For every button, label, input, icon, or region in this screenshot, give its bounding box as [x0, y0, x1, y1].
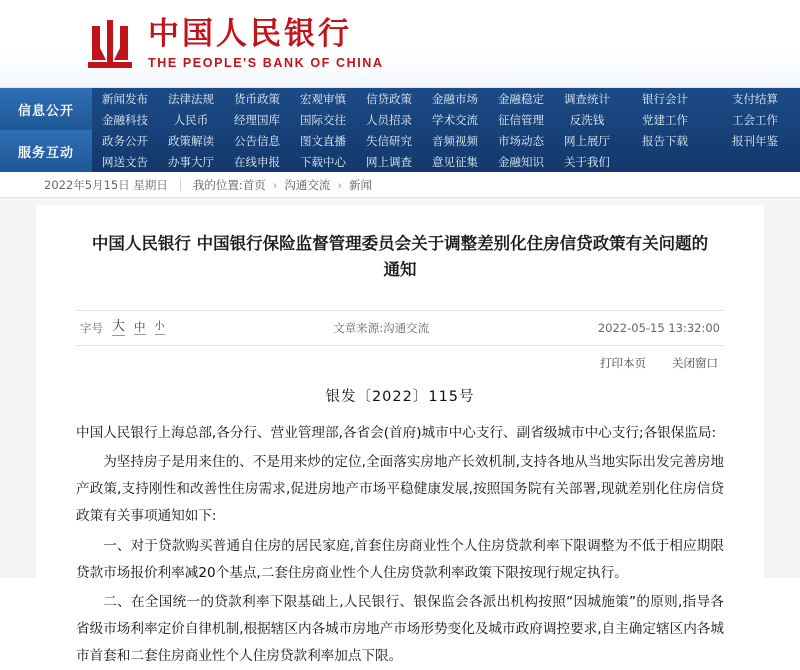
nav-item-credit-policy[interactable]: 信贷政策 [366, 91, 412, 106]
page-title: 中国人民银行 中国银行保险监督管理委员会关于调整差别化住房信贷政策有关问题的通知 [91, 234, 709, 280]
nav-item-credit-reference[interactable]: 征信管理 [498, 112, 544, 127]
nav-item-payment-settlement[interactable]: 支付结算 [732, 91, 778, 106]
nav-item-service-hall[interactable]: 办事大厅 [168, 154, 214, 169]
article-source-label: 文章来源: [333, 320, 384, 335]
breadcrumb-item-news[interactable]: 新闻 [348, 177, 372, 192]
nav-item-download-center[interactable]: 下载中心 [300, 154, 346, 169]
bank-name-cn: 中国人民银行 [148, 16, 352, 53]
nav-item-party-building[interactable]: 党建工作 [642, 112, 688, 127]
article-body [76, 420, 724, 670]
nav-item-treasury[interactable]: 经理国库 [234, 112, 280, 127]
nav-item-research[interactable]: 失信研究 [366, 133, 412, 148]
nav-item-online-survey[interactable]: 网上调查 [366, 154, 412, 169]
article-publish-time: 2022-05-15 13:32:00 [597, 320, 720, 335]
font-size-label: 字号 [80, 320, 103, 335]
nav-row [92, 130, 800, 151]
nav-group-label-services[interactable]: 服务互动 [0, 130, 92, 172]
nav-item-academic-exchange[interactable]: 学术交流 [432, 112, 478, 127]
nav-item-recruitment[interactable]: 人员招录 [366, 112, 412, 127]
nav-row [92, 109, 800, 130]
bank-name-en: THE PEOPLE'S BANK OF CHINA [148, 55, 384, 70]
nav-item-spacer [620, 151, 710, 172]
breadcrumb [0, 172, 800, 198]
nav-item-laws-regulations[interactable]: 法律法规 [168, 91, 214, 106]
close-window-button[interactable]: 关闭窗口 [672, 355, 718, 370]
nav-item-policy-interpretation[interactable]: 政策解读 [168, 133, 214, 148]
article-paragraph: 二、在全国统一的贷款利率下限基础上,人民银行、银保监会各派出机构按照“因城施策”的原则,指导各省级市场利率定价自律机制,根据辖区内各城市房地产市场形势变化及城市政府调控要求,自主确定辖区内各城市首套和二套住房商业性个人住房贷款利率加点下限。 [76, 593, 724, 665]
nav-item-spacer [710, 151, 800, 172]
article-paragraph: 为坚持房子是用来住的、不是用来炒的定位,全面落实房地产长效机制,支持各地从当地实际出发完善房地产政策,支持刚性和改善性住房需求,促进房地产市场平稳健康发展,按照国务院有关部署,现就差别化住房信贷政策有关事项通知如下: [76, 453, 724, 525]
nav-item-online-exhibition[interactable]: 网上展厅 [564, 133, 610, 148]
article-paragraph: 中国人民银行上海总部,各分行、营业管理部,各省会(首府)城市中心支行、副省级城市中心支行;各银保监局: [76, 424, 717, 441]
nav-item-report-download[interactable]: 报告下载 [642, 133, 688, 148]
nav-item-financial-stability[interactable]: 金融稳定 [498, 91, 544, 106]
nav-item-monetary-policy[interactable]: 货币政策 [234, 91, 280, 106]
breadcrumb-divider [180, 179, 181, 191]
nav-group-information [0, 88, 800, 130]
nav-item-market-news[interactable]: 市场动态 [498, 133, 544, 148]
nav-item-online-application[interactable]: 在线申报 [234, 154, 280, 169]
site-masthead [0, 0, 800, 88]
site-logo-text [148, 17, 384, 70]
nav-group-label-information[interactable]: 信息公开 [0, 88, 92, 130]
article-source [333, 320, 429, 336]
font-size-large-button[interactable]: 大 [112, 319, 125, 336]
font-size-small-button[interactable]: 小 [155, 321, 165, 335]
nav-item-news-release[interactable]: 新闻发布 [102, 91, 148, 106]
nav-item-journals-yearbook[interactable]: 报刊年鉴 [732, 133, 778, 148]
current-date: 2022年5月15日 星期日 [44, 177, 168, 192]
breadcrumb-item-home[interactable]: 首页 [242, 177, 266, 192]
nav-item-feedback[interactable]: 意见征集 [432, 154, 478, 169]
nav-group-services [0, 130, 800, 172]
nav-item-announcements[interactable]: 公告信息 [234, 133, 280, 148]
nav-item-fintech[interactable]: 金融科技 [102, 112, 148, 127]
nav-row [92, 88, 800, 109]
nav-item-financial-knowledge[interactable]: 金融知识 [498, 154, 544, 169]
nav-item-live-broadcast[interactable]: 图文直播 [300, 133, 346, 148]
nav-item-audio-video[interactable]: 音频视频 [432, 133, 478, 148]
document-number: 银发〔2022〕115号 [325, 388, 475, 405]
breadcrumb-arrow-icon: › [272, 177, 278, 192]
font-size-control [80, 319, 165, 336]
nav-item-rmb[interactable]: 人民币 [173, 112, 209, 127]
nav-item-union-work[interactable]: 工会工作 [732, 112, 778, 127]
article-container [36, 205, 764, 665]
nav-item-government-affairs[interactable]: 政务公开 [102, 133, 148, 148]
article-tools [76, 346, 724, 371]
nav-item-bank-accounting[interactable]: 银行会计 [642, 91, 688, 106]
breadcrumb-location-label: 我的位置: [192, 177, 243, 192]
article-source-value: 沟通交流 [383, 320, 430, 335]
article-shell [0, 198, 800, 665]
pbc-emblem-icon [86, 18, 134, 70]
breadcrumb-item-communication[interactable]: 沟通交流 [284, 177, 331, 192]
font-size-medium-button[interactable]: 中 [134, 320, 146, 335]
nav-item-anti-money-laundering[interactable]: 反洗钱 [569, 112, 605, 127]
nav-item-survey-statistics[interactable]: 调查统计 [564, 91, 610, 106]
breadcrumb-arrow-icon: › [337, 177, 342, 192]
nav-item-about-us[interactable]: 关于我们 [564, 154, 610, 169]
nav-item-document-delivery[interactable]: 网送文告 [102, 154, 148, 169]
nav-row [92, 151, 800, 172]
print-page-button[interactable]: 打印本页 [600, 355, 646, 370]
article-meta [76, 310, 724, 346]
main-navigation [0, 88, 800, 172]
article-paragraph: 一、对于贷款购买普通自住房的居民家庭,首套住房商业性个人住房贷款利率下限调整为不低于相应期限贷款市场报价利率减20个基点,二套住房商业性个人住房贷款利率政策下限按现行规定执行。 [76, 537, 724, 581]
nav-item-macroprudential[interactable]: 宏观审慎 [300, 91, 346, 106]
nav-item-international[interactable]: 国际交往 [300, 112, 346, 127]
nav-item-financial-market[interactable]: 金融市场 [432, 91, 478, 106]
